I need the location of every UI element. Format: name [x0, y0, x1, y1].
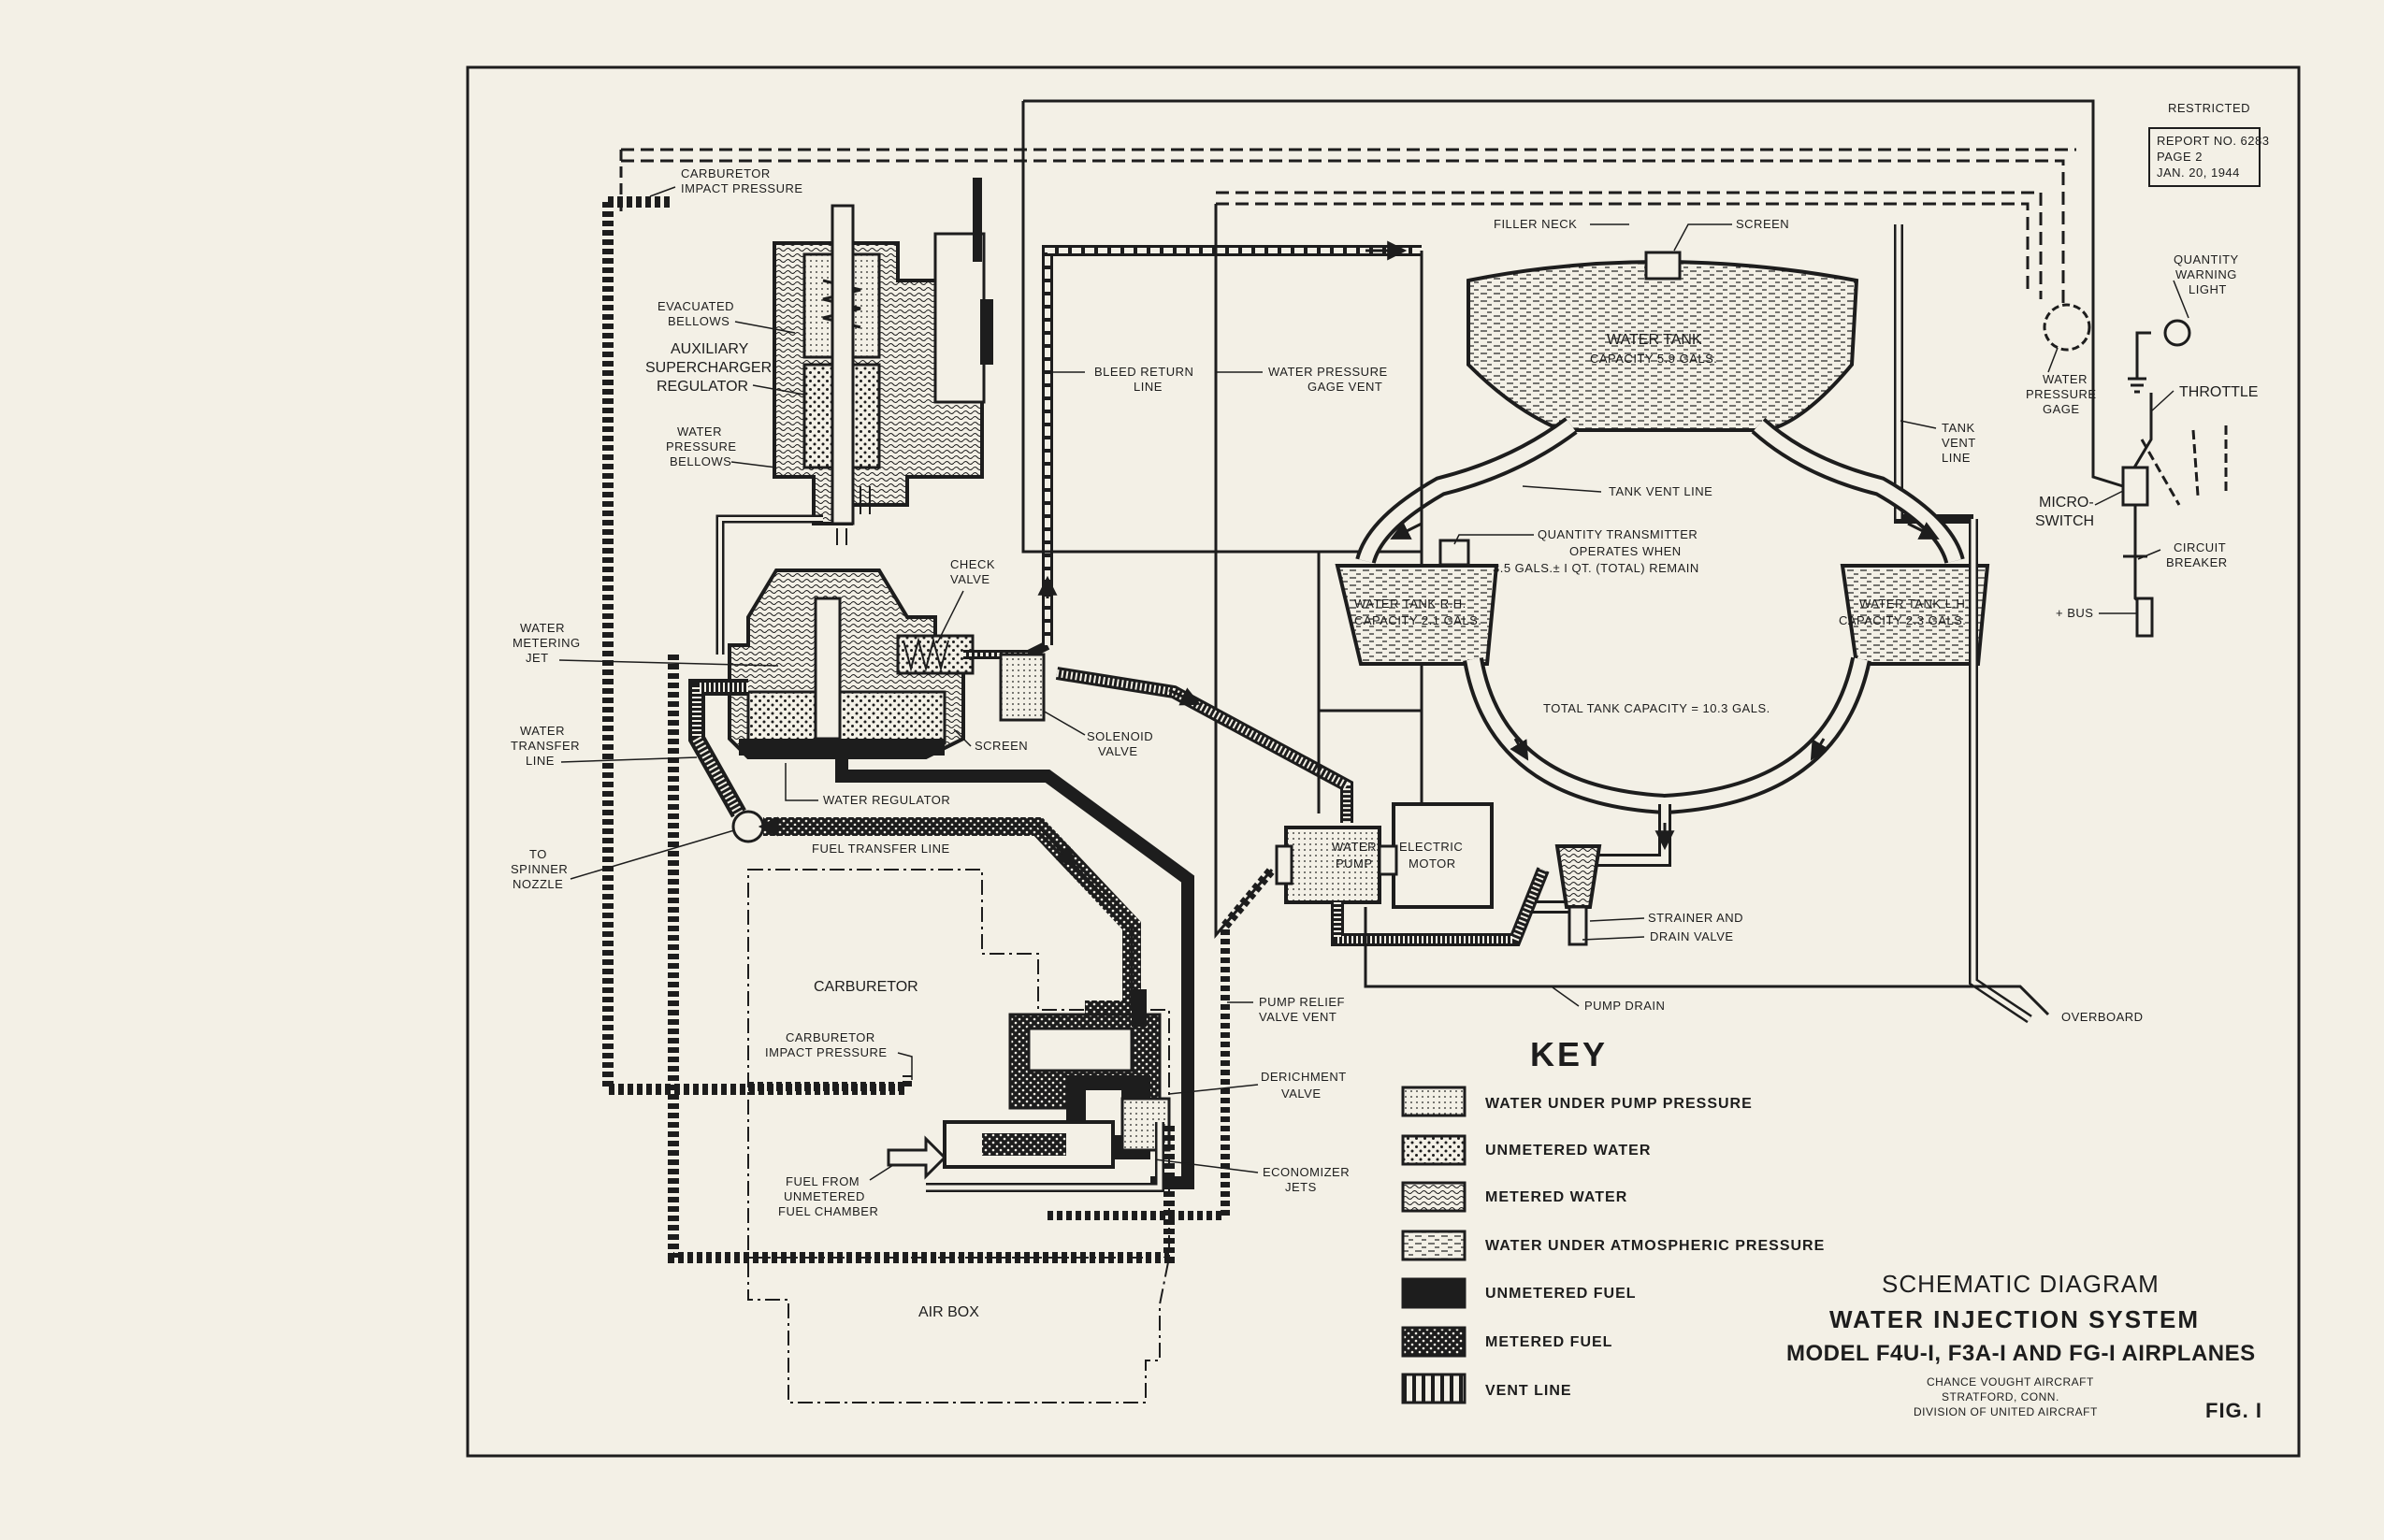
figure-number: FIG. I	[2205, 1399, 2262, 1422]
lbl-total: TOTAL TANK CAPACITY = 10.3 GALS.	[1543, 701, 1770, 715]
lbl-wtl-3: LINE	[526, 754, 555, 768]
lbl-micro-2: SWITCH	[2035, 513, 2095, 529]
title-line-1: SCHEMATIC DIAGRAM	[1882, 1270, 2160, 1298]
carb-impact-lower	[748, 1075, 907, 1087]
lbl-bleed-2: LINE	[1134, 380, 1163, 394]
legend-swatch-fine-dots	[1403, 1087, 1465, 1115]
lbl-carb-impact-top-1: CARBURETOR	[681, 166, 771, 180]
gage-vent-line	[1216, 204, 1272, 935]
lbl-wmj-2: METERING	[513, 636, 581, 650]
lbl-wpb-3: BELLOWS	[670, 454, 732, 468]
lbl-wmj-3: JET	[526, 651, 549, 665]
lbl-carb-impact-low-2: IMPACT PRESSURE	[765, 1045, 888, 1059]
report-date: JAN. 20, 1944	[2157, 166, 2240, 180]
lbl-aux-3: REGULATOR	[657, 379, 749, 395]
lbl-tank-vent-r-1: TANK	[1942, 421, 1975, 435]
lbl-gage-vent: WATER PRESSURE	[1268, 365, 1388, 379]
bus-terminal	[2137, 598, 2152, 636]
lbl-lh-2: CAPACITY 2.3 GALS.	[1839, 613, 1967, 627]
report-page: PAGE 2	[2157, 150, 2203, 164]
lbl-bleed-1: BLEED RETURN	[1094, 365, 1194, 379]
tank-feed-right-fill	[1758, 425, 1955, 561]
legend-label-3: METERED WATER	[1485, 1189, 1628, 1205]
spinner-nozzle-junction	[733, 812, 763, 842]
lbl-tank-vent-line: TANK VENT LINE	[1609, 484, 1713, 498]
lbl-water-tank-1: WATER TANK	[1607, 332, 1702, 348]
lbl-wpg-1: WATER	[2043, 372, 2088, 386]
legend-swatch-black-dots	[1403, 1328, 1465, 1356]
lbl-cb-2: BREAKER	[2166, 555, 2228, 569]
lbl-overboard: OVERBOARD	[2061, 1010, 2144, 1024]
lbl-econ-1: ECONOMIZER	[1263, 1165, 1351, 1179]
lbl-evacuated-2: BELLOWS	[668, 314, 730, 328]
throttle-lever	[2142, 425, 2226, 505]
lbl-qt-3: 3.5 GALS.± I QT. (TOTAL) REMAIN	[1493, 561, 1699, 575]
lbl-solenoid-2: VALVE	[1098, 744, 1138, 758]
lbl-micro-1: MICRO-	[2039, 495, 2094, 511]
lbl-wtl-1: WATER	[520, 724, 565, 738]
legend-label-1: WATER UNDER PUMP PRESSURE	[1485, 1096, 1753, 1112]
lbl-carb-impact-low-1: CARBURETOR	[786, 1030, 875, 1044]
lbl-water-regulator: WATER REGULATOR	[823, 793, 951, 807]
tank-vent-pipe	[1899, 224, 1973, 519]
lbl-qwl-3: LIGHT	[2189, 282, 2227, 296]
title-line-6: DIVISION OF UNITED AIRCRAFT	[1914, 1405, 2098, 1418]
lbl-econ-2: JETS	[1285, 1180, 1317, 1194]
lbl-carburetor: CARBURETOR	[814, 979, 918, 995]
legend-label-7: VENT LINE	[1485, 1383, 1572, 1399]
lbl-motor-1: ELECTRIC	[1399, 840, 1464, 854]
water-pressure-gage	[2044, 305, 2089, 350]
lbl-throttle: THROTTLE	[2179, 384, 2259, 400]
lbl-fuel-from-1: FUEL FROM	[786, 1174, 860, 1188]
legend-title: KEY	[1530, 1035, 1609, 1073]
tank-lower-bowl	[1473, 659, 1861, 804]
restricted-label: RESTRICTED	[2168, 101, 2251, 115]
lbl-rh-2: CAPACITY 2.1 GALS.	[1354, 613, 1482, 627]
sheet-border	[468, 67, 2299, 1456]
lbl-tank-vent-r-2: VENT	[1942, 436, 1976, 450]
legend-swatch-wavy	[1403, 1183, 1465, 1211]
lbl-evacuated-1: EVACUATED	[657, 299, 735, 313]
lbl-wpb-2: PRESSURE	[666, 439, 737, 453]
legend-swatch-vertical-bars	[1403, 1374, 1465, 1403]
lbl-check-2: VALVE	[950, 572, 990, 586]
lbl-screen-low: SCREEN	[975, 739, 1029, 753]
report-no: REPORT NO. 6283	[2157, 134, 2270, 148]
water-pump-assembly	[1277, 804, 1492, 907]
lbl-pump-relief-1: PUMP RELIEF	[1259, 995, 1345, 1009]
legend-label-5: UNMETERED FUEL	[1485, 1286, 1637, 1302]
derichment-assembly	[889, 989, 1169, 1176]
legend-label-2: UNMETERED WATER	[1485, 1143, 1652, 1159]
lbl-gage-vent-2: GAGE VENT	[1308, 380, 1383, 394]
lbl-qt-1: QUANTITY TRANSMITTER	[1538, 527, 1698, 541]
lbl-spin-3: NOZZLE	[513, 877, 564, 891]
lbl-derich-1: DERICHMENT	[1261, 1070, 1347, 1084]
lbl-wmj-1: WATER	[520, 621, 565, 635]
legend-label-4: WATER UNDER ATMOSPHERIC PRESSURE	[1485, 1238, 1826, 1254]
lbl-pump-2: PUMP	[1336, 856, 1373, 871]
lbl-rh-1: WATER TANK R.H.	[1354, 597, 1467, 611]
lbl-wpb-1: WATER	[677, 425, 722, 439]
lbl-filler-neck: FILLER NECK	[1494, 217, 1578, 231]
tank-lower-bowl-fill	[1473, 659, 1861, 804]
lbl-spin-2: SPINNER	[511, 862, 569, 876]
lbl-solenoid-1: SOLENOID	[1087, 729, 1154, 743]
legend-swatch-solid-black	[1403, 1279, 1465, 1307]
lbl-fuel-from-3: FUEL CHAMBER	[778, 1204, 879, 1218]
lbl-aux-1: AUXILIARY	[671, 341, 749, 357]
lbl-spin-1: TO	[529, 847, 547, 861]
legend-label-6: METERED FUEL	[1485, 1334, 1613, 1350]
lbl-pump-drain: PUMP DRAIN	[1584, 999, 1666, 1013]
electrical-section	[2044, 305, 2226, 636]
lbl-aux-2: SUPERCHARGER	[645, 360, 773, 376]
lbl-qt-2: OPERATES WHEN	[1569, 544, 1682, 558]
title-line-5: STRATFORD, CONN.	[1942, 1390, 2059, 1403]
lbl-air-box: AIR BOX	[918, 1304, 979, 1320]
water-regulator	[730, 570, 973, 757]
title-block	[1786, 1270, 2262, 1422]
title-line-3: MODEL F4U-I, F3A-I AND FG-I AIRPLANES	[1786, 1341, 2256, 1366]
lbl-fuel-transfer: FUEL TRANSFER LINE	[812, 842, 950, 856]
lbl-screen-top: SCREEN	[1736, 217, 1790, 231]
lbl-strainer-1: STRAINER AND	[1648, 911, 1744, 925]
lbl-cb-1: CIRCUIT	[2174, 540, 2227, 554]
title-line-2: WATER INJECTION SYSTEM	[1829, 1305, 2200, 1333]
lbl-pump-relief-2: VALVE VENT	[1259, 1010, 1337, 1024]
solenoid-valve	[1001, 655, 1044, 720]
lbl-bus: + BUS	[2056, 606, 2094, 620]
lbl-qwl-1: QUANTITY	[2174, 252, 2239, 266]
lbl-fuel-from-2: UNMETERED	[784, 1189, 865, 1203]
lbl-wtl-2: TRANSFER	[511, 739, 581, 753]
lbl-wpg-2: PRESSURE	[2026, 387, 2097, 401]
lbl-wpg-3: GAGE	[2043, 402, 2080, 416]
lbl-water-tank-2: CAPACITY 5.9 GALS.	[1590, 352, 1718, 366]
strainer-drain-valve	[1557, 846, 1599, 944]
lbl-pump-1: WATER	[1332, 840, 1377, 854]
legend	[1403, 1035, 1825, 1403]
lbl-derich-2: VALVE	[1281, 1087, 1322, 1101]
micro-switch	[2123, 468, 2147, 505]
lbl-tank-vent-r-3: LINE	[1942, 451, 1971, 465]
legend-swatch-coarse-dots	[1403, 1136, 1465, 1164]
lbl-qwl-2: WARNING	[2175, 267, 2237, 281]
title-line-4: CHANCE VOUGHT AIRCRAFT	[1927, 1375, 2094, 1389]
lbl-strainer-2: DRAIN VALVE	[1650, 929, 1734, 943]
lbl-check-1: CHECK	[950, 557, 996, 571]
lbl-carb-impact-top-2: IMPACT PRESSURE	[681, 181, 803, 195]
legend-swatch-dashes	[1403, 1231, 1465, 1259]
aux-supercharger-regulator	[774, 178, 993, 545]
quantity-warning-light	[2165, 321, 2189, 345]
lbl-motor-2: MOTOR	[1409, 856, 1456, 871]
lbl-lh-1: WATER TANK L.H.	[1859, 597, 1970, 611]
